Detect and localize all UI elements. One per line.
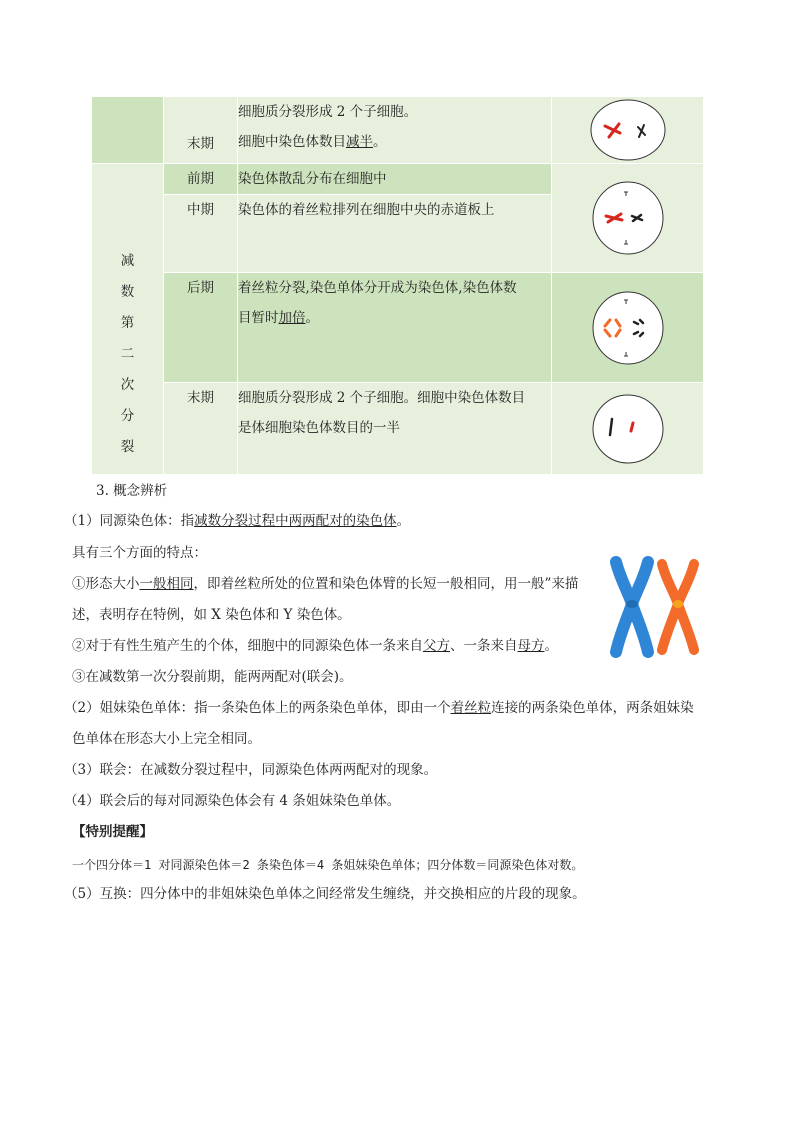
cell-diagram: [588, 389, 668, 469]
orange-chromosome-icon: [662, 564, 694, 650]
homologous-chromosomes-image: [604, 556, 708, 658]
paragraph: 具有三个方面的特点：: [72, 545, 207, 561]
cell-diagram: [588, 97, 668, 163]
tip-title: 【特别提醒】: [72, 824, 153, 840]
blue-chromosome-icon: [616, 562, 648, 652]
description-line: 细胞中染色体数目减半。: [238, 134, 387, 150]
description-line: 目暂时加倍。: [238, 310, 319, 326]
description-cell: [238, 97, 552, 164]
description-cell: [238, 273, 552, 383]
phase-cell: [164, 383, 238, 475]
table-row: [92, 383, 704, 475]
cell-diagram-metaphase2: [552, 164, 704, 273]
description-line: 细胞质分裂形成 2 个子细胞。细胞中染色体数目: [238, 390, 526, 406]
cell-diagram: [588, 286, 668, 370]
cell-diagram-anaphase2: [552, 273, 704, 383]
description-cell: [238, 383, 552, 475]
cell-diagram: [588, 176, 668, 260]
phase-cell: [164, 195, 238, 273]
description-cell: [238, 195, 552, 273]
table-row: [92, 164, 704, 195]
phase-label: 中期: [187, 202, 214, 218]
description-line: 着丝粒分裂,染色单体分开成为染色体,染色体数: [238, 280, 517, 296]
cell-diagram-telophase2: [552, 383, 704, 475]
paragraph: （4）联会后的每对同源染色体会有 4 条姐妹染色单体。: [64, 793, 401, 809]
tip-text: 一个四分体＝1 对同源染色体＝2 条染色体＝4 条姐妹染色单体；四分体数＝同源染色体对数。: [72, 858, 584, 872]
phase-label: 后期: [187, 280, 214, 296]
description-line: 是体细胞染色体数目的一半: [238, 420, 400, 436]
phase-cell: [164, 273, 238, 383]
paragraph: ①形态大小一般相同，即着丝粒所处的位置和染色体臂的长短一般相同，用一般”来描: [72, 576, 579, 592]
table-row: [92, 273, 704, 383]
group1-label-cell: [92, 97, 164, 164]
paragraph: （2）姐妹染色单体：指一条染色体上的两条染色单体，即由一个着丝粒连接的两条染色单体，两条姐妹染: [64, 700, 694, 716]
phase-label: 末期: [187, 136, 214, 152]
description-line: 染色体的着丝粒排列在细胞中央的赤道板上: [238, 202, 495, 218]
phase-label: 前期: [187, 171, 214, 187]
paragraph: （1）同源染色体：指减数分裂过程中两两配对的染色体。: [64, 513, 411, 529]
table-row: [92, 97, 704, 164]
phase-cell: [164, 164, 238, 195]
group2-label-cell: 减 数 第 二 次 分 裂: [92, 164, 164, 475]
description-line: 染色体散乱分布在细胞中: [238, 171, 387, 187]
meiosis-stage-table: [91, 96, 704, 475]
paragraph: 述，表明存在特例，如 X 染色体和 Y 染色体。: [72, 607, 351, 623]
phase-cell: [164, 97, 238, 164]
paragraph: （5）互换：四分体中的非姐妹染色单体之间经常发生缠绕，并交换相应的片段的现象。: [64, 886, 586, 902]
description-cell: [238, 164, 552, 195]
paragraph: ②对于有性生殖产生的个体，细胞中的同源染色体一条来自父方、一条来自母方。: [72, 638, 558, 654]
paragraph: 色单体在形态大小上完全相同。: [72, 731, 261, 747]
cell-diagram-telophase1: [552, 97, 704, 164]
description-line: 细胞质分裂形成 2 个子细胞。: [238, 104, 418, 120]
section-heading: 3. 概念辨析: [96, 483, 168, 499]
paragraph: ③在减数第一次分裂前期，能两两配对(联会)。: [72, 669, 353, 685]
paragraph: （3）联会：在减数分裂过程中，同源染色体两两配对的现象。: [64, 762, 438, 778]
phase-label: 末期: [187, 390, 214, 406]
